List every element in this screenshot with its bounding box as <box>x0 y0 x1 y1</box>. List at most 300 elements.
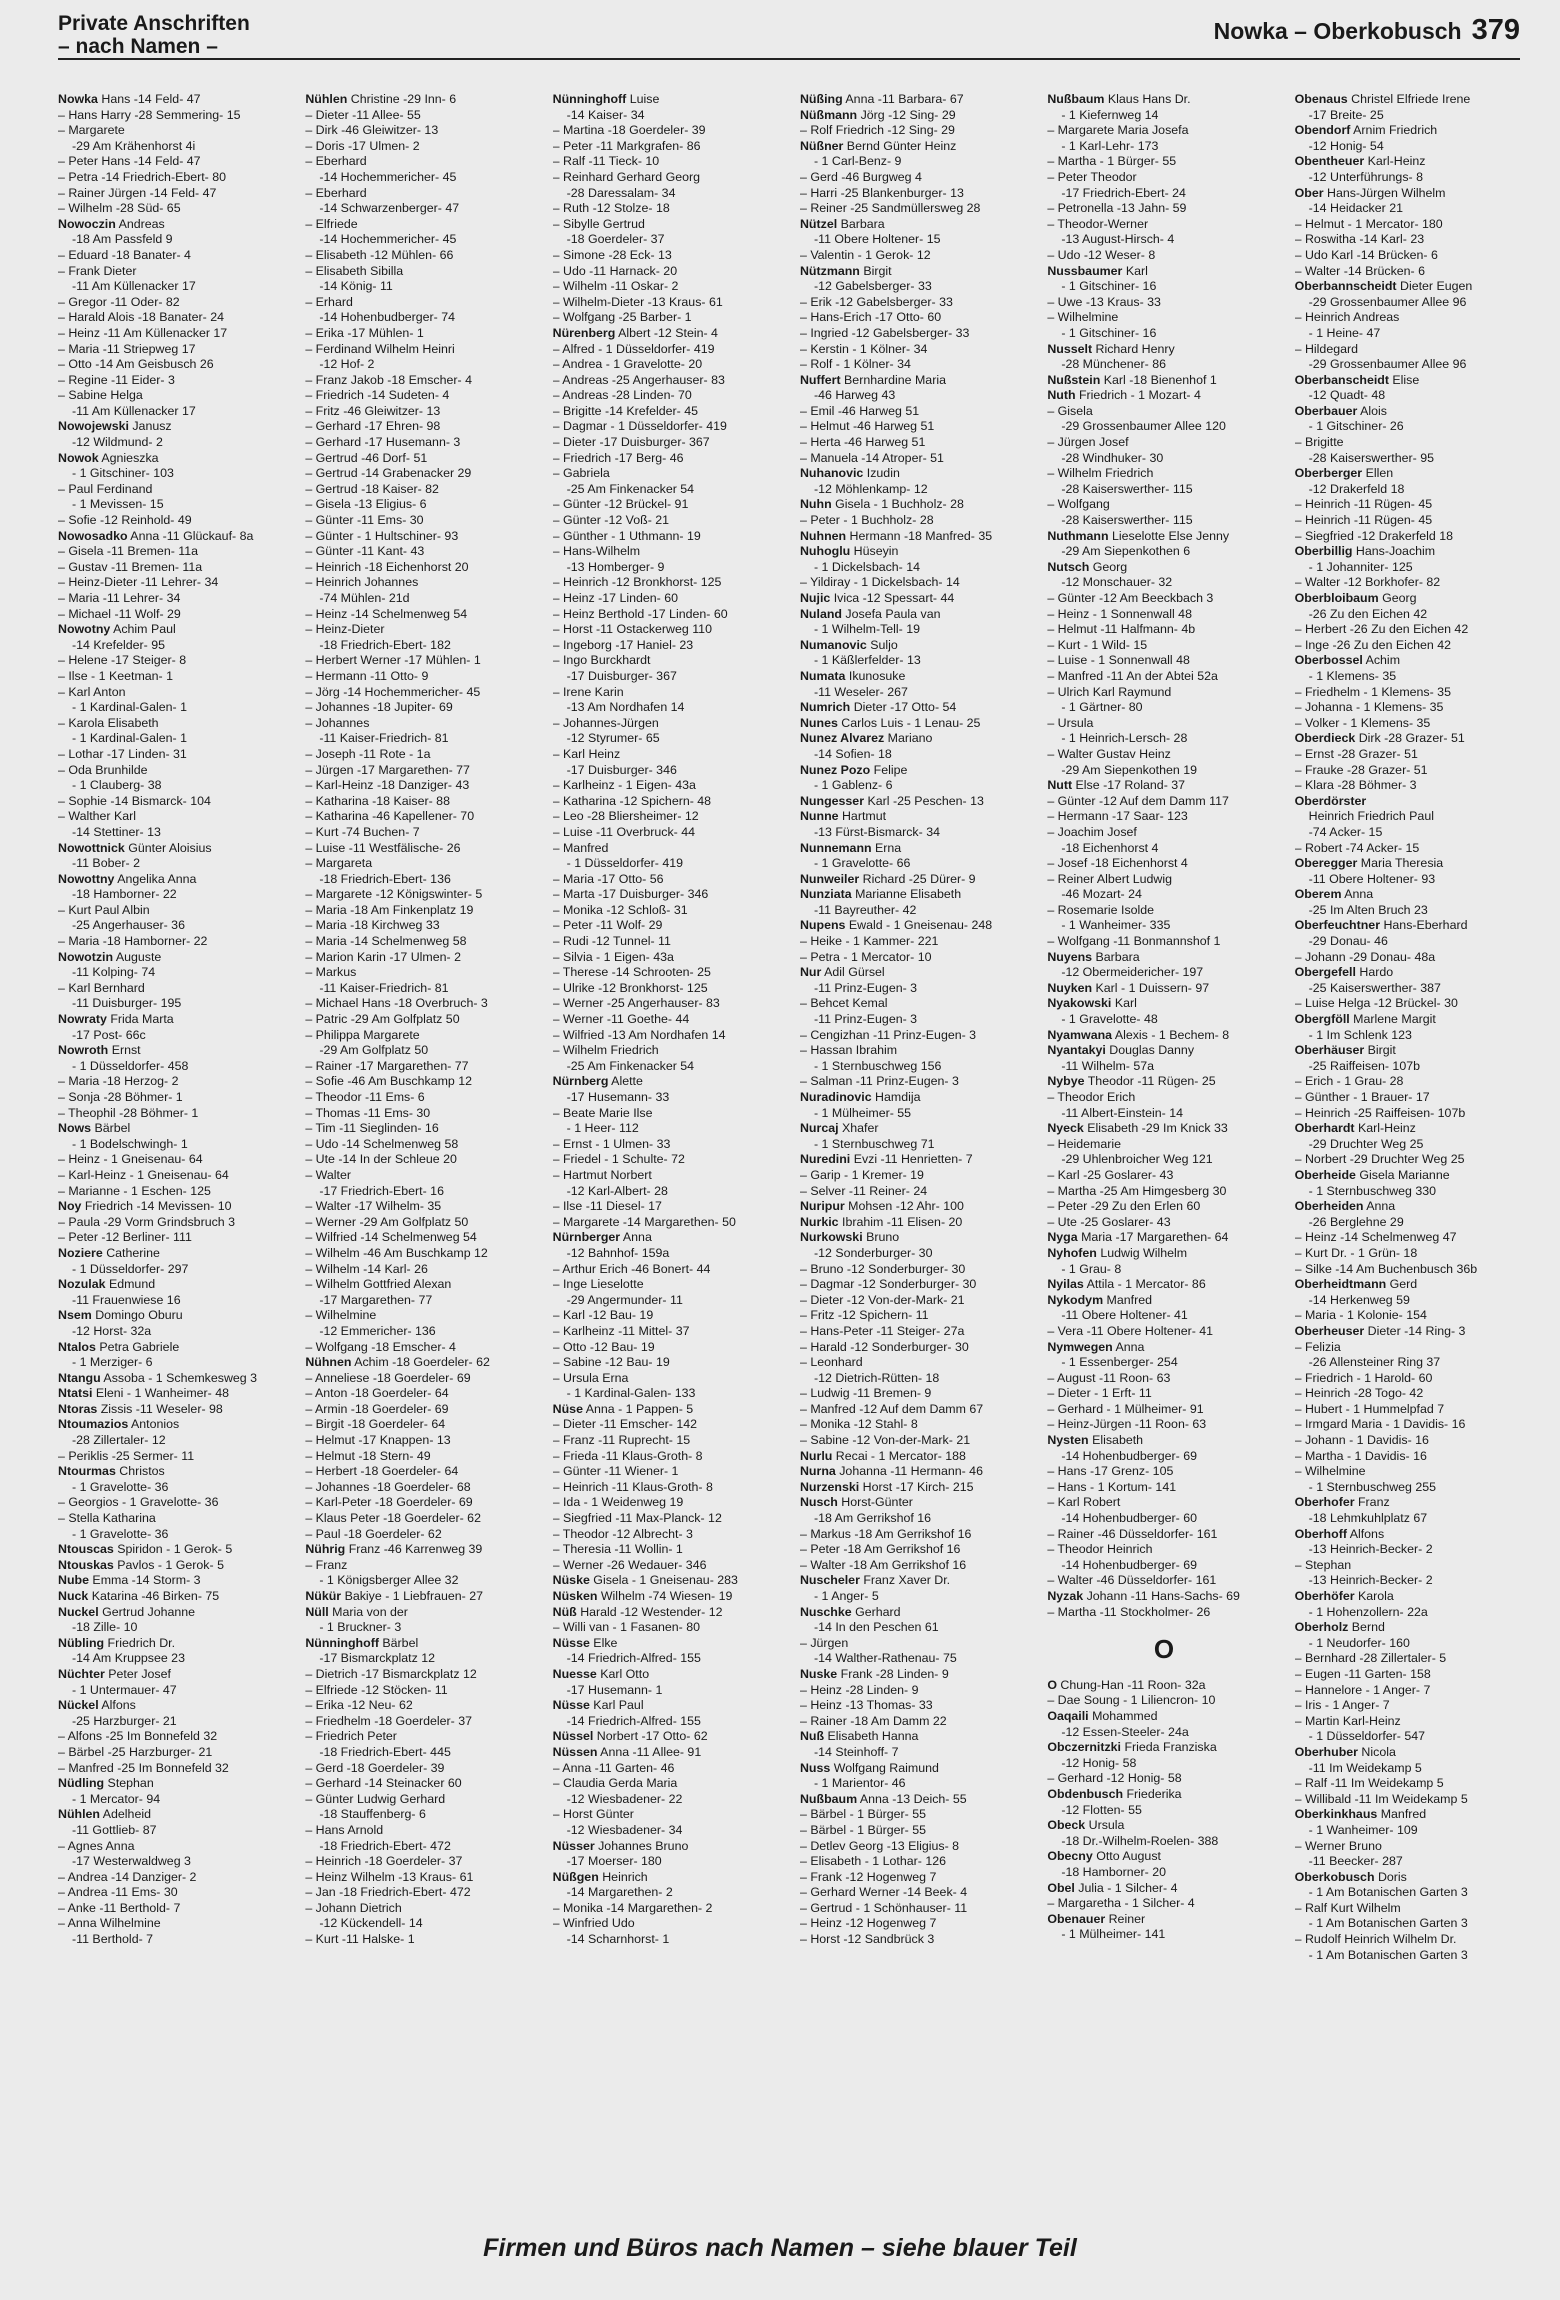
entry-details: Anna - 1 Pappen- 5 <box>582 1401 694 1416</box>
entry-details: – Bärbel -25 Harzburger- 21 <box>58 1744 213 1759</box>
entry-surname: Ntouscas <box>58 1542 114 1557</box>
entry-details: Hüseyin <box>850 544 899 559</box>
directory-entry <box>1295 482 1528 498</box>
entry-details: – Hermann -11 Otto- 9 <box>305 668 429 683</box>
entry-details: – Helmut -18 Stern- 49 <box>305 1448 431 1463</box>
entry-surname: Oberheide <box>1294 1167 1356 1182</box>
entry-details: – Maria -18 Hamborner- 22 <box>58 934 208 949</box>
directory-entry <box>800 887 1033 903</box>
directory-entry <box>305 778 538 794</box>
entry-details: – Johannes <box>305 715 370 730</box>
directory-entry <box>1047 1693 1280 1709</box>
directory-entry <box>553 154 786 170</box>
directory-entry <box>800 529 1033 545</box>
directory-entry <box>305 1464 538 1480</box>
directory-entry <box>800 1916 1033 1932</box>
entry-details: – Erhard <box>305 294 353 309</box>
entry-details: Elke <box>589 1635 618 1650</box>
directory-entry <box>1295 1683 1528 1699</box>
entry-details: – Johannes -18 Goerdeler- 68 <box>305 1479 471 1494</box>
directory-entry <box>1047 1028 1280 1044</box>
directory-entry <box>800 1230 1033 1246</box>
entry-details: Mariano <box>884 731 933 746</box>
directory-entry <box>1047 544 1280 560</box>
directory-entry <box>553 513 786 529</box>
directory-entry <box>58 1495 291 1511</box>
directory-entry <box>1295 1776 1528 1792</box>
entry-surname: Nube <box>58 1573 89 1588</box>
entry-details: Ikunosuke <box>845 668 906 683</box>
directory-entry <box>553 108 786 124</box>
entry-details: – Marta -17 Duisburger- 346 <box>552 887 709 902</box>
entry-details: Catherine <box>102 1245 160 1260</box>
entry-details: -18 Dr.-Wilhelm-Roelen- 388 <box>1061 1833 1219 1848</box>
entry-details: – Wolfgang -11 Bonmannshof 1 <box>1047 934 1221 949</box>
directory-entry <box>1295 1916 1528 1932</box>
directory-entry <box>553 1885 786 1901</box>
directory-entry <box>58 513 291 529</box>
entry-details: Heinrich <box>598 1869 648 1884</box>
entry-details: Luise <box>626 92 660 106</box>
directory-entry <box>800 1386 1033 1402</box>
directory-entry <box>553 747 786 763</box>
directory-entry <box>800 1137 1033 1153</box>
entry-details: – Thomas -11 Ems- 30 <box>305 1105 431 1120</box>
directory-entry <box>58 1823 291 1839</box>
directory-entry <box>1047 1449 1280 1465</box>
directory-entry <box>800 1293 1033 1309</box>
entry-details: – Werner -11 Goethe- 44 <box>552 1012 690 1027</box>
directory-entry <box>1047 1386 1280 1402</box>
entry-surname: Nuscheler <box>799 1573 860 1588</box>
entry-details: – Friedel - 1 Schulte- 72 <box>552 1152 685 1167</box>
directory-entry <box>58 404 291 420</box>
entry-details: – Herbert -26 Zu den Eichen 42 <box>1294 622 1469 637</box>
entry-details: – Gerhard -12 Honig- 58 <box>1047 1771 1182 1786</box>
entry-surname: Nuripur <box>799 1199 845 1214</box>
directory-entry <box>553 1683 786 1699</box>
directory-entry <box>800 903 1033 919</box>
directory-entry <box>58 1854 291 1870</box>
directory-entry <box>1295 1573 1528 1589</box>
entry-details: – Erich - 1 Grau- 28 <box>1294 1074 1404 1089</box>
directory-entry <box>305 326 538 342</box>
entry-details: – Heinrich Andreas <box>1294 310 1400 325</box>
directory-entry <box>553 232 786 248</box>
entry-surname: Nüske <box>552 1573 590 1588</box>
directory-entry <box>1295 1605 1528 1621</box>
directory-entry <box>1295 856 1528 872</box>
entry-surname: Nußbaum <box>1047 92 1105 106</box>
directory-entry <box>58 1870 291 1886</box>
directory-entry <box>58 1246 291 1262</box>
entry-details: Jörg -12 Sing- 29 <box>857 107 956 122</box>
entry-details: Norbert -17 Otto- 62 <box>593 1729 708 1744</box>
entry-surname: Nyga <box>1047 1230 1078 1245</box>
directory-entry <box>1295 763 1528 779</box>
entry-details: – Wilhelmine <box>305 1308 377 1323</box>
directory-entry <box>553 638 786 654</box>
directory-entry <box>1295 1262 1528 1278</box>
directory-entry <box>1295 1885 1528 1901</box>
entry-surname: Obenaus <box>1294 92 1348 106</box>
entry-details: – Dieter -17 Duisburger- 367 <box>552 435 710 450</box>
entry-surname: Nyamwana <box>1047 1027 1113 1042</box>
entry-details: -11 Weseler- 267 <box>813 684 908 699</box>
entry-surname: Nuyken <box>1047 980 1093 995</box>
entry-details: -14 Am Kruppsee 23 <box>72 1651 185 1666</box>
directory-entry <box>1295 1340 1528 1356</box>
entry-surname: Nühnen <box>305 1355 352 1370</box>
directory-entry <box>800 622 1033 638</box>
entry-details: – Leo -28 Bliersheimer- 12 <box>552 809 699 824</box>
directory-entry <box>800 326 1033 342</box>
entry-details: -26 Berglehne 29 <box>1308 1214 1404 1229</box>
entry-surname: Nujic <box>799 591 831 605</box>
directory-entry <box>1047 856 1280 872</box>
entry-details: – Martha - 1 Bürger- 55 <box>1047 154 1177 169</box>
entry-surname: Nürenberg <box>552 325 616 340</box>
directory-entry <box>58 1527 291 1543</box>
entry-surname: Nowka <box>58 92 98 106</box>
entry-surname: Obergefell <box>1294 965 1356 980</box>
directory-entry <box>1047 685 1280 701</box>
entry-details: – Hans-Wilhelm <box>552 544 641 559</box>
directory-entry <box>305 451 538 467</box>
directory-entry <box>305 544 538 560</box>
entry-details: -11 Obere Holtener- 93 <box>1308 871 1436 886</box>
directory-entry <box>800 92 1033 108</box>
entry-details: – Josef -18 Eichenhorst 4 <box>1047 856 1188 871</box>
entry-details: – Paul Ferdinand <box>58 481 153 496</box>
directory-entry <box>1047 92 1280 108</box>
directory-column <box>1047 92 1280 2222</box>
entry-details: – Günter -12 Auf dem Damm 117 <box>1047 793 1229 808</box>
entry-surname: Nürnberger <box>552 1230 621 1245</box>
entry-surname: Nürnberg <box>552 1074 609 1089</box>
entry-details: Arnim Friedrich <box>1350 123 1438 138</box>
entry-details: -11 Prinz-Eugen- 3 <box>813 980 918 995</box>
entry-surname: Nünninghoff <box>305 1635 379 1650</box>
page-number: 379 <box>1471 14 1520 46</box>
entry-details: – Wolfgang -18 Emscher- 4 <box>305 1339 456 1354</box>
entry-details: -26 Allensteiner Ring 37 <box>1308 1355 1441 1370</box>
entry-details: Hermann -18 Manfred- 35 <box>846 528 993 543</box>
entry-details: Erna <box>871 840 902 855</box>
entry-details: – Maria -18 Am Finkenplatz 19 <box>305 902 474 917</box>
entry-details: – Karl Anton <box>58 684 126 699</box>
entry-details: Evzi -11 Henrietten- 7 <box>850 1152 973 1167</box>
directory-column <box>800 92 1033 2222</box>
directory-entry <box>1295 1090 1528 1106</box>
entry-surname: Nüssel <box>552 1729 594 1744</box>
directory-entry <box>305 1916 538 1932</box>
directory-entry <box>58 1698 291 1714</box>
entry-surname: Nunes <box>799 715 838 730</box>
directory-entry <box>1295 1589 1528 1605</box>
entry-details: Attila - 1 Mercator- 86 <box>1083 1277 1206 1292</box>
entry-details: – Jürgen Josef <box>1047 435 1129 450</box>
entry-surname: Nünninghoff <box>552 92 627 106</box>
directory-entry <box>58 1932 291 1948</box>
entry-details: – Günter - 1 Hultschiner- 93 <box>305 528 459 543</box>
entry-details: Adelheid <box>100 1807 151 1822</box>
entry-details: Dieter -17 Otto- 54 <box>850 700 957 715</box>
directory-entry <box>1047 1927 1280 1943</box>
directory-entry <box>1047 310 1280 326</box>
directory-entry <box>305 1246 538 1262</box>
entry-details: Gisela Marianne <box>1355 1167 1450 1182</box>
entry-details: – Friedhelm - 1 Klemens- 35 <box>1294 684 1451 699</box>
entry-details: Marianne Elisabeth <box>851 887 962 902</box>
directory-entry <box>1047 279 1280 295</box>
section-title-line2: – nach Namen – <box>58 35 218 58</box>
entry-details: – Andrea - 1 Gravelotte- 20 <box>552 357 703 372</box>
entry-details: – Bärbel - 1 Bürger- 55 <box>799 1822 927 1837</box>
entry-details: – Anton -18 Goerdeler- 64 <box>305 1386 449 1401</box>
directory-entry <box>305 887 538 903</box>
entry-details: Franz <box>1354 1495 1390 1510</box>
directory-entry <box>553 388 786 404</box>
directory-entry <box>305 622 538 638</box>
entry-details: – Fritz -46 Gleiwitzer- 13 <box>305 403 441 418</box>
entry-details: -13 Heinrich-Becker- 2 <box>1308 1573 1433 1588</box>
entry-details: – Paula -29 Vorm Grindsbruch 3 <box>58 1214 236 1229</box>
entry-details: – Günter -11 Ems- 30 <box>305 513 424 528</box>
directory-entry <box>800 1028 1033 1044</box>
directory-entry <box>1047 1725 1280 1741</box>
directory-entry <box>58 1184 291 1200</box>
entry-surname: Oaqaili <box>1047 1708 1089 1723</box>
entry-details: – Günter Ludwig Gerhard <box>305 1791 446 1806</box>
directory-entry <box>800 965 1033 981</box>
entry-surname: Nunez Alvarez <box>799 731 885 746</box>
directory-entry <box>58 1230 291 1246</box>
entry-details: – Margarete <box>58 123 125 138</box>
entry-surname: Numanovic <box>799 637 867 652</box>
directory-entry <box>1295 1449 1528 1465</box>
entry-details: -18 Friedrich-Ebert- 182 <box>319 637 451 652</box>
entry-details: Alfons <box>98 1698 136 1713</box>
directory-entry <box>1047 123 1280 139</box>
directory-entry <box>305 1495 538 1511</box>
directory-entry <box>305 1355 538 1371</box>
entry-details: – Gerhard -14 Steinacker 60 <box>305 1776 462 1791</box>
entry-details: -11 Obere Holtener- 41 <box>1061 1308 1188 1323</box>
directory-entry <box>553 326 786 342</box>
entry-details: - 1 Wilhelm-Tell- 19 <box>813 622 921 637</box>
directory-entry <box>1295 451 1528 467</box>
directory-entry <box>58 92 291 108</box>
entry-surname: Nübling <box>58 1635 105 1650</box>
directory-entry <box>553 1729 786 1745</box>
directory-entry <box>1047 1573 1280 1589</box>
entry-details: – Volker - 1 Klemens- 35 <box>1294 715 1431 730</box>
entry-details: Alois <box>1357 403 1387 418</box>
entry-surname: Nowok <box>58 450 99 465</box>
entry-details: – Andrea -14 Danziger- 2 <box>58 1869 197 1884</box>
directory-entry <box>800 1215 1033 1231</box>
directory-entry <box>1047 497 1280 513</box>
directory-entry <box>305 497 538 513</box>
directory-entry <box>553 1386 786 1402</box>
directory-entry <box>553 170 786 186</box>
directory-entry <box>1295 1870 1528 1886</box>
entry-details: – Walter <box>305 1167 352 1182</box>
directory-entry <box>58 1152 291 1168</box>
entry-details: Bärbel <box>91 1121 131 1136</box>
directory-entry <box>58 856 291 872</box>
entry-details: – Gerhard -17 Ehren- 98 <box>305 419 441 434</box>
entry-details: – Johannes-Jürgen <box>552 715 659 730</box>
entry-surname: Nurna <box>799 1464 836 1479</box>
entry-details: - 1 Düsseldorfer- 419 <box>566 856 684 871</box>
directory-entry <box>305 529 538 545</box>
entry-surname: Nükür <box>305 1589 342 1603</box>
directory-entry <box>553 887 786 903</box>
directory-entry <box>553 1511 786 1527</box>
entry-details: – Marianne - 1 Eschen- 125 <box>58 1183 211 1198</box>
entry-details: Alfons <box>1346 1526 1385 1541</box>
entry-details: – Jan -18 Friedrich-Ebert- 472 <box>305 1885 471 1900</box>
directory-entry <box>553 1667 786 1683</box>
directory-entry <box>58 1371 291 1387</box>
entry-surname: Nuyens <box>1047 949 1093 964</box>
entry-surname: Nurlu <box>799 1448 833 1463</box>
directory-entry <box>1295 1246 1528 1262</box>
directory-entry <box>800 1683 1033 1699</box>
directory-entry <box>1295 108 1528 124</box>
entry-details: -74 Acker- 15 <box>1308 824 1383 839</box>
entry-details: Horst-Günter <box>837 1495 913 1510</box>
entry-surname: Obdenbusch <box>1047 1786 1124 1801</box>
entry-details: -14 Herkenweg 59 <box>1308 1292 1410 1307</box>
entry-surname: Nußstein <box>1047 372 1101 387</box>
entry-details: -29 Am Golfplatz 50 <box>319 1043 429 1058</box>
directory-entry <box>1047 1152 1280 1168</box>
entry-details: -11 Frauenwiese 16 <box>72 1292 181 1307</box>
directory-entry <box>58 217 291 233</box>
entry-details: – Frank Dieter <box>58 263 137 278</box>
directory-entry <box>1047 825 1280 841</box>
directory-entry <box>58 809 291 825</box>
entry-details: – Herbert -18 Goerdeler- 64 <box>305 1464 459 1479</box>
entry-surname: Nysten <box>1047 1433 1089 1448</box>
directory-entry <box>1295 1277 1528 1293</box>
entry-surname: Nunez Pozo <box>799 762 871 777</box>
directory-entry <box>58 1511 291 1527</box>
entry-details: – Dae Soung - 1 Liliencron- 10 <box>1047 1693 1216 1708</box>
entry-details: – Werner -25 Angerhauser- 83 <box>552 996 720 1011</box>
directory-entry <box>800 1885 1033 1901</box>
entry-details: – Elfriede <box>305 216 358 231</box>
entry-details: – Joseph -11 Rote - 1a <box>305 746 431 761</box>
entry-details: -13 Heinrich-Becker- 2 <box>1308 1542 1433 1557</box>
directory-entry <box>58 700 291 716</box>
entry-surname: Nüse <box>552 1401 583 1416</box>
directory-entry <box>553 1589 786 1605</box>
directory-entry <box>553 419 786 435</box>
entry-details: – Theresia -11 Wollin- 1 <box>552 1542 683 1557</box>
directory-entry <box>1047 1012 1280 1028</box>
directory-entry <box>58 950 291 966</box>
entry-details: -12 Styrumer- 65 <box>566 731 660 746</box>
entry-details: -18 Friedrich-Ebert- 445 <box>319 1744 451 1759</box>
entry-surname: Nuschke <box>799 1604 852 1619</box>
entry-surname: Nur <box>799 965 822 980</box>
entry-details: – Margarete Maria Josefa <box>1047 123 1189 138</box>
entry-details: – Manfred <box>552 840 609 855</box>
entry-details: -12 Drakerfeld 18 <box>1308 481 1405 496</box>
entry-details: – Peter -12 Berliner- 111 <box>58 1230 192 1245</box>
entry-details: -29 Angermunder- 11 <box>566 1292 683 1307</box>
entry-details: – Theodor-Werner <box>1047 216 1149 231</box>
directory-entry <box>800 1168 1033 1184</box>
entry-details: -17 Westerwaldweg 3 <box>72 1854 191 1869</box>
entry-details: Achim <box>1362 653 1401 668</box>
entry-details: – Sonja -28 Böhmer- 1 <box>58 1090 183 1104</box>
entry-details: – Kurt -74 Buchen- 7 <box>305 824 420 839</box>
entry-details: – Reiner -25 Sandmüllersweg 28 <box>799 201 981 216</box>
directory-entry <box>305 1823 538 1839</box>
directory-entry <box>553 357 786 373</box>
directory-entry <box>58 575 291 591</box>
entry-details: – Wilfried -13 Am Nordhafen 14 <box>552 1027 726 1042</box>
entry-details: Agnieszka <box>98 450 159 465</box>
directory-entry <box>553 201 786 217</box>
directory-entry <box>553 482 786 498</box>
directory-entry <box>305 965 538 981</box>
entry-details: – Gisela -11 Bremen- 11a <box>58 544 199 559</box>
directory-entry <box>1047 435 1280 451</box>
entry-details: – Martha -25 Am Himgesberg 30 <box>1047 1183 1227 1198</box>
directory-entry <box>1295 1495 1528 1511</box>
entry-details: – Maria - 1 Kolonie- 154 <box>1294 1308 1427 1323</box>
directory-entry <box>800 186 1033 202</box>
entry-details: – Ute -14 In der Schleue 20 <box>305 1152 457 1167</box>
directory-entry <box>1047 342 1280 358</box>
entry-details: Harald -12 Westender- 12 <box>576 1604 723 1619</box>
directory-entry <box>1047 466 1280 482</box>
directory-entry <box>553 435 786 451</box>
directory-entry <box>800 1090 1033 1106</box>
directory-entry <box>305 1542 538 1558</box>
directory-entry <box>553 1293 786 1309</box>
entry-details: – Robert -74 Acker- 15 <box>1294 840 1420 855</box>
entry-surname: Nunne <box>799 809 839 824</box>
entry-details: – Werner -29 Am Golfplatz 50 <box>305 1214 469 1229</box>
entry-details: - 1 Heine- 47 <box>1308 325 1381 340</box>
directory-entry <box>800 108 1033 124</box>
entry-details: -11 Kaiser-Friedrich- 81 <box>319 731 449 746</box>
entry-details: - 1 Düsseldorfer- 297 <box>72 1261 189 1276</box>
directory-entry <box>553 1152 786 1168</box>
directory-entry <box>58 965 291 981</box>
entry-details: – Margaretha - 1 Silcher- 4 <box>1047 1896 1195 1911</box>
entry-details: Andreas <box>115 216 165 231</box>
entry-details: – Walther Karl <box>58 809 137 824</box>
entry-details: – Luise -11 Overbruck- 44 <box>552 824 695 839</box>
directory-entry <box>1295 1433 1528 1449</box>
directory-entry <box>800 123 1033 139</box>
entry-details: – Ingried -12 Gabelsberger- 33 <box>799 325 970 340</box>
directory-entry <box>800 1480 1033 1496</box>
entry-details: - 1 Mülheimer- 141 <box>1061 1927 1166 1942</box>
entry-details: – Udo -14 Schelmenweg 58 <box>305 1136 459 1151</box>
directory-entry <box>1047 1558 1280 1574</box>
entry-details: – Luise -11 Westfälische- 26 <box>305 840 461 855</box>
directory-entry <box>553 856 786 872</box>
